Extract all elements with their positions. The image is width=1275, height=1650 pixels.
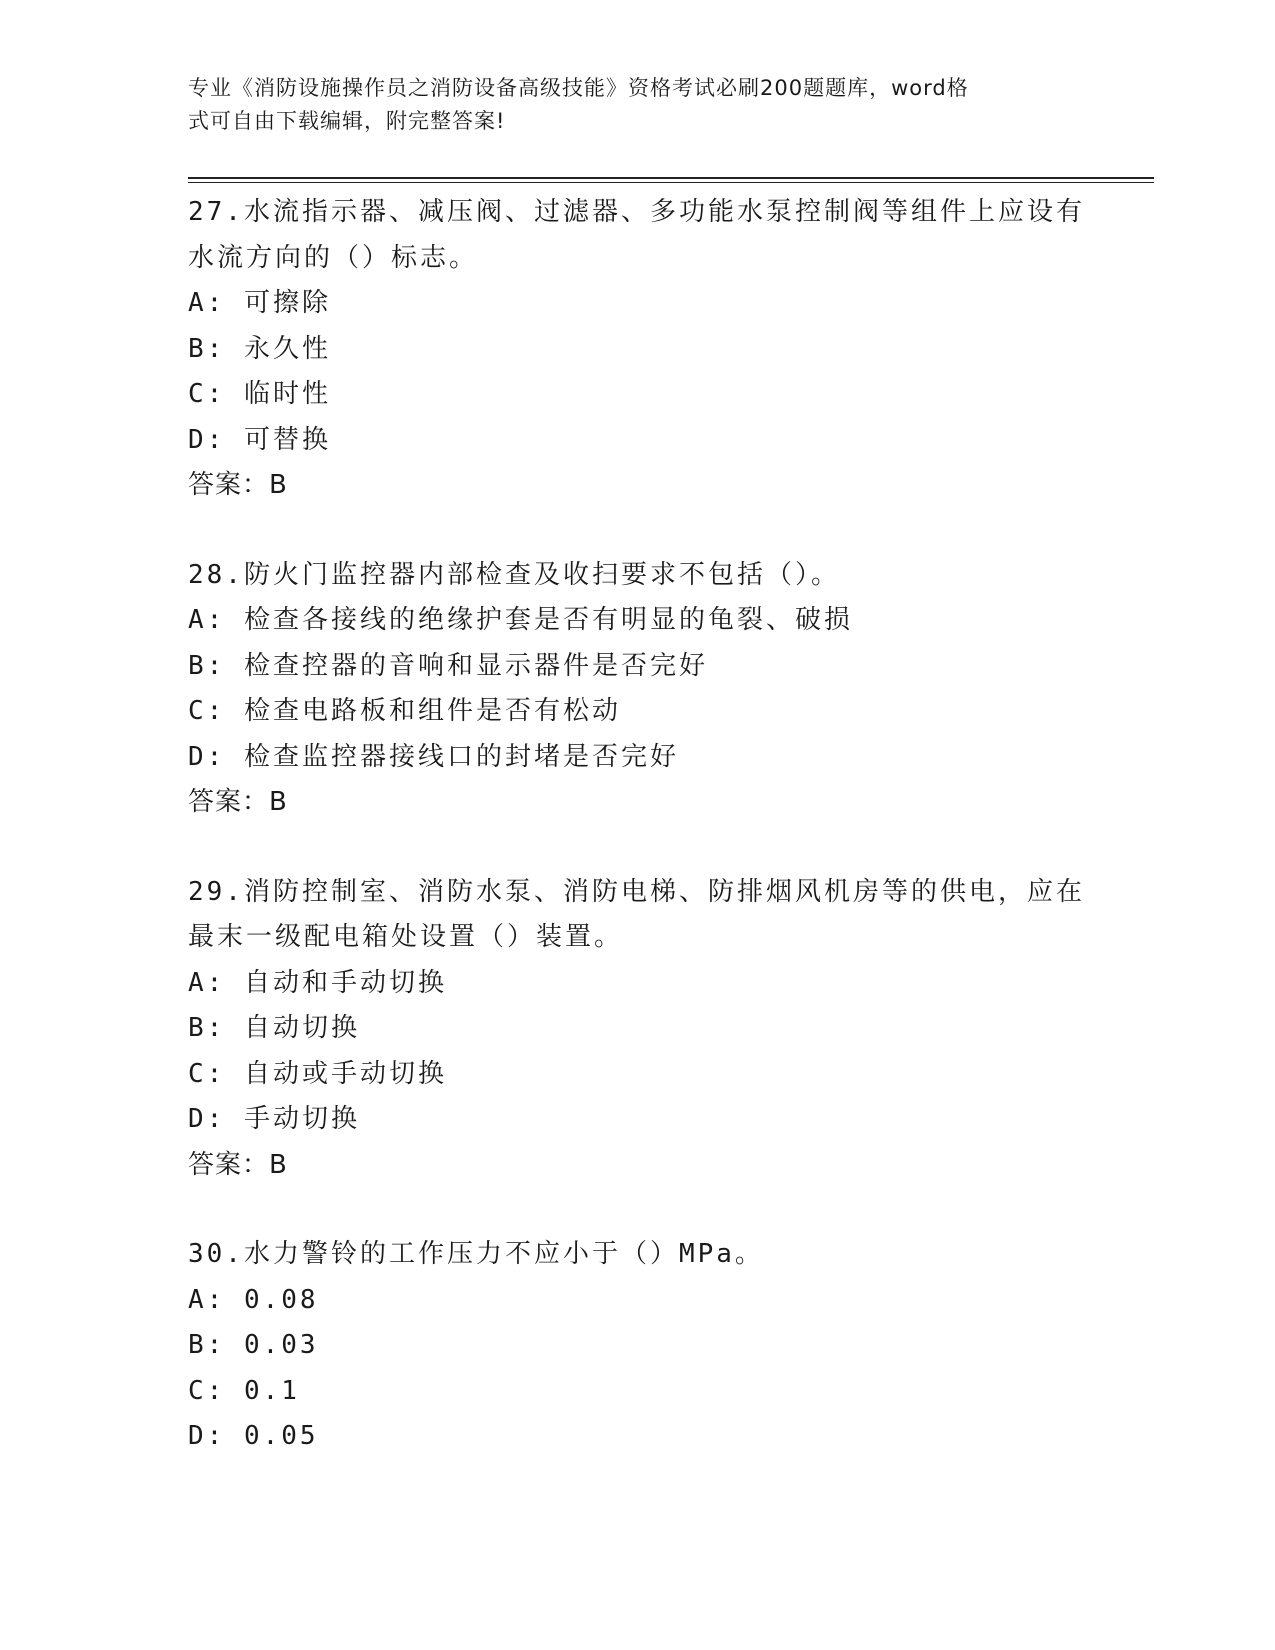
question-stem: 水流方向的（）标志。 — [188, 242, 479, 273]
option-a: A: 可擦除 — [188, 288, 331, 318]
option-c: C: 自动或手动切换 — [188, 1058, 447, 1089]
answer: 答案：B — [188, 787, 288, 817]
question-stem: 30.水力警铃的工作压力不应小于（）MPa。 — [188, 1239, 764, 1269]
option-a: A: 0.08 — [188, 1284, 319, 1315]
option-b: B: 永久性 — [188, 333, 331, 364]
option-a: A: 检查各接线的绝缘护套是否有明显的龟裂、破损 — [188, 605, 853, 635]
option-b: B: 自动切换 — [188, 1013, 360, 1043]
question-stem: 最末一级配电箱处设置（）装置。 — [188, 922, 624, 952]
option-c: C: 检查电路板和组件是否有松动 — [188, 696, 621, 726]
question-stem: 28.防火门监控器内部检查及收扫要求不包括（）。 — [188, 559, 840, 590]
question-29 — [188, 870, 1088, 1189]
option-d: D: 手动切换 — [188, 1104, 360, 1134]
option-d: D: 检查监控器接线口的封堵是否完好 — [188, 741, 679, 772]
option-d: D: 0.05 — [188, 1421, 319, 1451]
header-line-2: 式可自由下载编辑，附完整答案! — [188, 109, 506, 133]
header-divider-thick — [188, 177, 1154, 179]
question-27 — [188, 190, 1088, 509]
question-stem: 27.水流指示器、减压阀、过滤器、多功能水泵控制阀等组件上应设有 — [188, 197, 1085, 227]
answer: 答案：B — [188, 470, 288, 500]
document-header — [188, 72, 1068, 138]
option-c: C: 临时性 — [188, 379, 331, 409]
question-stem: 29.消防控制室、消防水泵、消防电梯、防排烟风机房等的供电，应在 — [188, 876, 1085, 907]
option-c: C: 0.1 — [188, 1375, 300, 1406]
question-list — [188, 190, 1088, 1504]
question-30 — [188, 1232, 1088, 1460]
option-b: B: 0.03 — [188, 1330, 319, 1360]
option-d: D: 可替换 — [188, 424, 331, 455]
header-divider-thin — [188, 182, 1154, 183]
answer: 答案：B — [188, 1149, 288, 1180]
question-28 — [188, 553, 1088, 826]
header-line-1: 专业《消防设施操作员之消防设备高级技能》资格考试必刷200题题库，word格 — [188, 76, 969, 100]
option-a: A: 自动和手动切换 — [188, 967, 447, 998]
option-b: B: 检查控器的音响和显示器件是否完好 — [188, 650, 708, 681]
